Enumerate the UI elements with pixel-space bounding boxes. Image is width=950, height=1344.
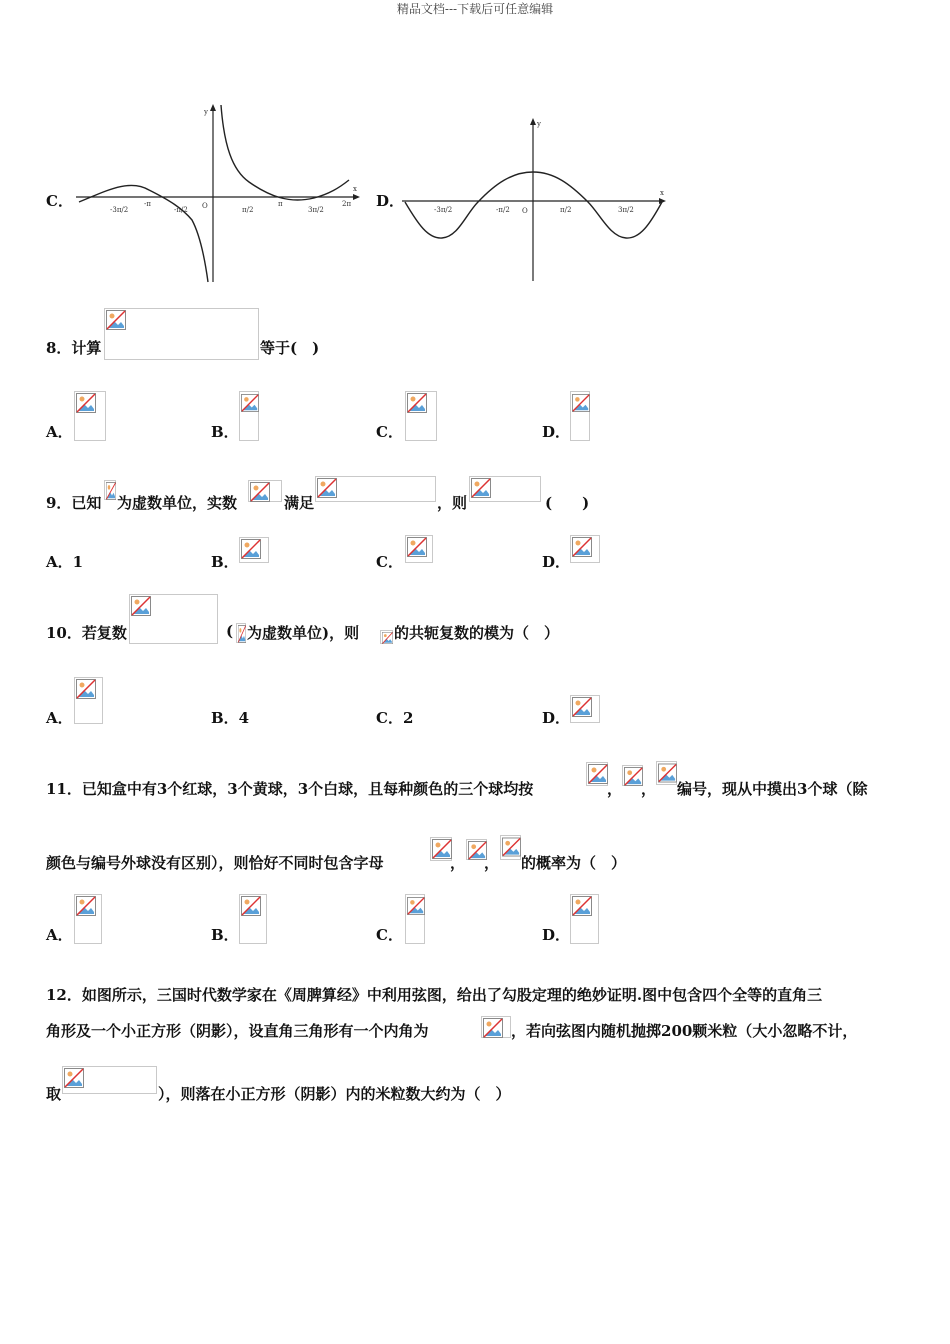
q8-option-b-label: B． [211,423,239,441]
q8-option-c-label: C． [376,423,403,441]
broken-image-icon [502,837,521,857]
q10-option-d-image [570,695,600,723]
q10-option-c: C．2 [376,709,414,727]
q11-option-b-image [239,894,267,944]
broken-image-icon [64,1068,84,1088]
broken-image-icon [471,478,491,498]
broken-image-icon [241,393,259,413]
broken-image-icon [317,478,337,498]
q8-option-c-image [405,391,437,441]
q11-option-d-label: D． [542,926,571,944]
q11-image-3 [656,761,677,785]
q11-line2-text-a: 颜色与编号外球没有区别），则恰好不同时包含字母 [46,854,384,872]
q8-option-b-image [239,391,259,441]
broken-image-icon [588,764,608,784]
q10-image-z2 [380,630,393,644]
broken-image-icon [250,482,270,502]
q9-image-result [469,476,541,502]
q7-option-d-graph [400,114,670,284]
d-tick: -π/2 [496,206,510,214]
q9-option-c-image [405,535,433,563]
q9-image-a [248,480,282,502]
q12-angle-image [481,1016,511,1038]
broken-image-icon [407,896,425,916]
d-tick: 3π/2 [618,206,634,214]
q11-comma-3: ， [450,854,466,872]
q12-line3-text-a: 取 [46,1085,62,1103]
broken-image-icon [483,1018,503,1038]
q12-line2-text-a: 角形及一个小正方形（阴影），设直角三角形有一个内角为 [46,1022,429,1040]
q12-line3-text-b: ），则落在小正方形（阴影）内的米粒数大约为（ ） [158,1085,511,1103]
broken-image-icon [407,393,427,413]
q9-image-i [104,480,116,500]
q11-option-d-image [570,894,599,944]
q8-expression-image [104,308,259,360]
d-x-axis-label: x [660,189,664,197]
q11-option-a-image [74,894,102,944]
q8-option-d-label: D． [542,423,571,441]
q10-text-3: 为虚数单位)，则 [247,624,360,642]
broken-image-icon [382,632,393,644]
q7-option-c-label: C． [46,192,73,210]
d-tick: -3π/2 [434,206,453,214]
c-tick: -π/2 [174,206,188,214]
q9-text-4: ，则 [437,494,468,512]
d-tick: π/2 [560,206,572,214]
q9-option-d-label: D． [542,553,571,571]
q9-option-b-label: B． [211,553,239,571]
c-tick: -π [144,200,151,208]
q8-option-a-label: A． [46,423,73,441]
q8-option-a-image [74,391,106,441]
broken-image-icon [572,697,592,717]
q9-text-1: 9．已知 [46,494,102,512]
broken-image-icon [241,539,261,559]
q11-comma-1: ， [607,780,623,798]
q12-sqrt-image [62,1066,157,1094]
q9-text-3: 满足 [284,494,315,512]
broken-image-icon [106,482,116,500]
q9-text-2: 为虚数单位，实数 [117,494,238,512]
c-x-axis-label: x [353,185,357,193]
q10-option-a-image [74,677,103,724]
c-tick: 2π [342,200,352,208]
q8-option-d-image [570,391,590,441]
c-tick: 3π/2 [308,206,324,214]
broken-image-icon [76,896,96,916]
q11-image-1 [586,762,608,786]
broken-image-icon [238,625,246,643]
q11-comma-2: ， [641,780,657,798]
q10-option-b: B．4 [211,709,250,727]
broken-image-icon [76,393,96,413]
c-tick: π/2 [242,206,254,214]
page-header: 精品文档---下载后可任意编辑 [396,2,554,16]
broken-image-icon [572,896,592,916]
q11-line2-text-b: 的概率为（ ） [521,854,627,872]
broken-image-icon [407,537,427,557]
q9-option-b-image [239,537,269,563]
q11-line1-text-b: 编号，现从中摸出3个球（除 [677,780,868,798]
q10-text-1: 10．若复数 [46,624,127,642]
broken-image-icon [572,393,590,413]
broken-image-icon [241,896,261,916]
c-origin-label: O [202,202,208,210]
q11-line1-text-a: 11．已知盒中有3个红球，3个黄球，3个白球，且每种颜色的三个球均按 [46,780,534,798]
q11-image-2 [622,765,643,786]
c-tick: π [278,200,283,208]
q10-image-i [236,623,246,643]
d-y-axis-label: y [537,120,541,128]
q9-option-a: A．1 [46,553,84,571]
q12-line1: 12．如图所示，三国时代数学家在《周脾算经》中利用弦图，给出了勾股定理的绝妙证明.图中包含四个全等的直角三 [46,986,823,1004]
c-y-axis-label: y [204,108,208,116]
q7-option-c-graph [74,100,364,285]
q11-image-4 [430,837,452,861]
q9-image-equation [315,476,436,502]
broken-image-icon [572,537,592,557]
c-tick: -3π/2 [110,206,129,214]
q9-option-d-image [570,535,600,563]
broken-image-icon [76,679,96,699]
q10-option-d-label: D． [542,709,571,727]
q11-comma-4: ， [484,854,500,872]
q11-image-6 [500,835,521,860]
q8-prefix: 8．计算 [46,339,102,357]
broken-image-icon [131,596,151,616]
q11-option-b-label: B． [211,926,239,944]
broken-image-icon [106,310,126,330]
q7-option-d-label: D． [376,192,405,210]
q9-option-c-label: C． [376,553,403,571]
q10-option-a-label: A． [46,709,73,727]
q10-text-2: ( [226,622,234,640]
q12-line2-text-b: ，若向弦图内随机抛掷200颗米粒（大小忽略不计， [511,1022,858,1040]
q11-option-c-label: C． [376,926,403,944]
q9-text-5: ( ) [545,494,590,512]
q11-option-c-image [405,894,425,944]
broken-image-icon [658,763,677,783]
q10-text-4: 的共轭复数的模为（ ） [394,624,560,642]
d-origin-label: O [522,207,528,215]
q11-option-a-label: A． [46,926,73,944]
broken-image-icon [432,839,452,859]
q8-suffix: 等于( ) [260,339,320,357]
q10-image-z [129,594,218,644]
